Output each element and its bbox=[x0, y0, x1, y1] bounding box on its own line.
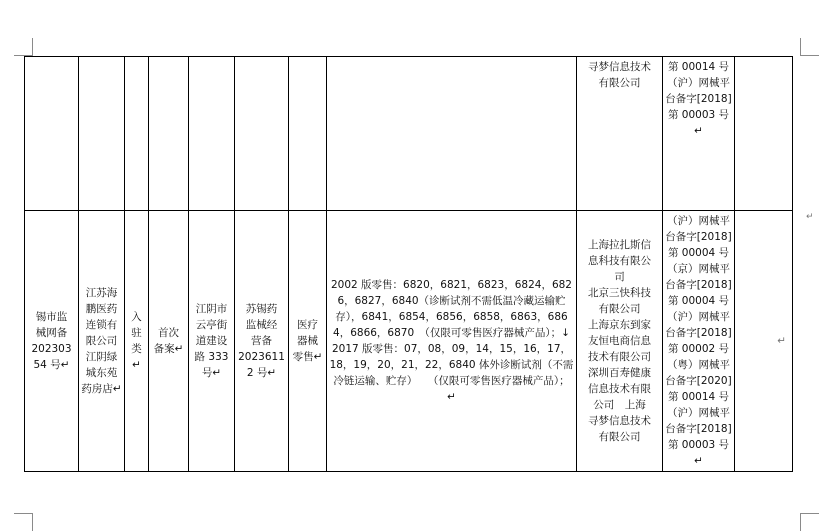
address-cell: 江阴市 云亭街 道建设 路 333 号↵ bbox=[189, 211, 235, 472]
crop-mark-bottom-right-h bbox=[801, 513, 819, 514]
license-cell: 苏锡药 监械经 营备 2023611 2 号↵ bbox=[235, 211, 289, 472]
crop-mark-bottom-left-h bbox=[14, 513, 32, 514]
cell-empty bbox=[289, 57, 327, 211]
table-row bbox=[25, 211, 793, 472]
platform-filing-cell: 第 00014 号 （沪）网械平 台备字[2018] 第 00003 号↵ bbox=[663, 57, 735, 211]
table-row bbox=[25, 57, 793, 211]
filing-table bbox=[24, 56, 793, 472]
platform-cell: 寻梦信息技术 有限公司 bbox=[577, 57, 663, 211]
platform-cell: 上海拉扎斯信 息科技有限公 司 北京三快科技 有限公司 上海京东到家 友恒电商信息 技术有限公司 深圳百寿健康 信息技术有限 公司 上海 寻梦信息技术 有限公司 bbox=[577, 211, 663, 472]
cell-empty bbox=[327, 57, 577, 211]
cell-empty bbox=[189, 57, 235, 211]
business-scope-cell: 2002 版零售：6820，6821，6823，6824，6826，6827，6840（诊断试剂不需低温冷藏运输贮存），6841，6854，6856，6858，6863，6864，6866，6870 （仅限可零售医疗器械产品）；↓ 2017 版零售：07，08，09，14，15，16，17，18，19，20，21，22，6840 体外诊断试剂（不需冷链运输、贮存） （仅限可零售医疗器械产品）；↵ bbox=[327, 211, 577, 472]
row-end-mark: ↵ bbox=[806, 212, 814, 222]
filing-type-cell: 首次 备案↵ bbox=[149, 211, 189, 472]
crop-mark-bottom-left bbox=[32, 513, 33, 531]
platform-filing-cell: （沪）网械平 台备字[2018] 第 00004 号 （京）网械平 台备字[2018] 第 00004 号 （沪）网械平 台备字[2018] 第 00002 号 （粤）网械平 台备字[2020] 第 00014 号 （沪）网械平 台备字[2018] 第 00003 号↵ bbox=[663, 211, 735, 472]
business-type-cell: 医疗 器械 零售↵ bbox=[289, 211, 327, 472]
remark-cell: ↵ bbox=[735, 211, 793, 472]
cell-empty bbox=[235, 57, 289, 211]
cell-empty bbox=[125, 57, 149, 211]
filing-number-cell: 锡市监 械网备 202303 54 号↵ bbox=[25, 211, 79, 472]
crop-mark-top-right bbox=[800, 38, 801, 56]
crop-mark-top-left bbox=[32, 38, 33, 56]
company-cell: 江苏海 鹏医药 连锁有 限公司 江阴绿 城东苑 药房店↵ bbox=[79, 211, 125, 472]
cell-empty bbox=[25, 57, 79, 211]
cell-empty bbox=[149, 57, 189, 211]
crop-mark-bottom-right bbox=[800, 513, 801, 531]
cell-empty bbox=[735, 57, 793, 211]
cell-empty bbox=[79, 57, 125, 211]
category-cell: 入 驻 类↵ bbox=[125, 211, 149, 472]
crop-mark-top-right-h bbox=[801, 55, 819, 56]
